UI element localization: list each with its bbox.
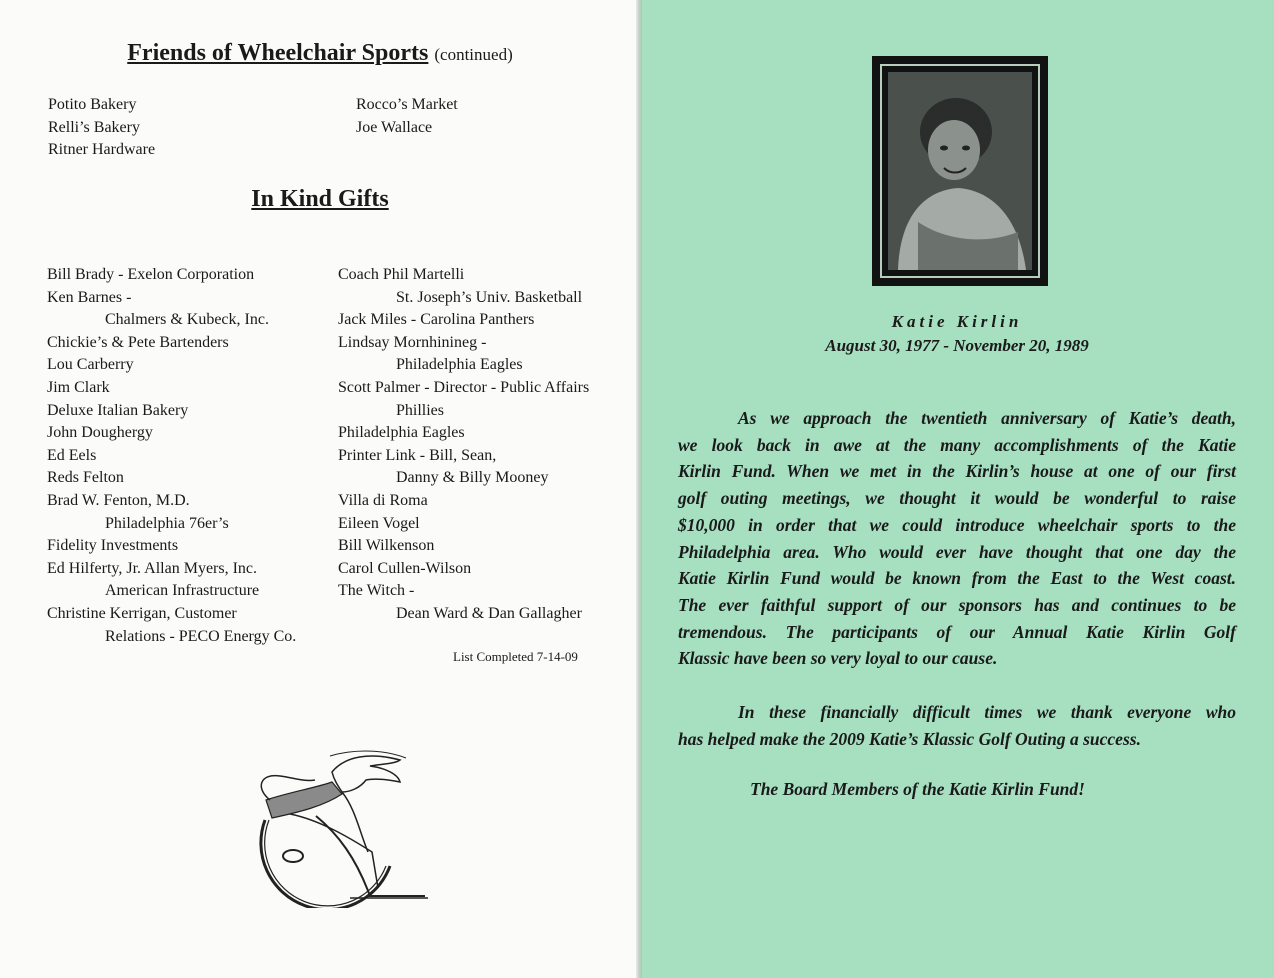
paragraph-line: tremendous. The participants of our Annual Katie Kirlin Golf — [678, 621, 1236, 642]
friends-heading-row — [0, 40, 640, 67]
friends-continued: (continued) — [434, 45, 513, 64]
list-item: The Witch - — [338, 582, 415, 600]
list-item: Philadelphia 76er’s — [105, 514, 229, 532]
list-item: Rocco’s Market — [356, 96, 458, 113]
list-item: Chickie’s & Pete Bartenders — [47, 333, 229, 351]
list-item: Phillies — [396, 401, 445, 419]
list-item: Jim Clark — [47, 378, 110, 396]
paragraph-line: golf outing meetings, we thought it would be wonderful to raise — [678, 488, 1236, 509]
friends-heading: Friends of Wheelchair Sports — [127, 40, 429, 66]
list-item: Carol Cullen-Wilson — [338, 559, 472, 577]
paragraph-line: we look back in awe at the many accomplishments of the Katie — [678, 434, 1236, 455]
list-item: Scott Palmer - Director - Public Affairs — [338, 378, 590, 396]
memorial-dates: August 30, 1977 - November 20, 1989 — [825, 336, 1089, 355]
list-item: Ritner Hardware — [48, 141, 156, 159]
list-item: Lou Carberry — [47, 356, 134, 374]
list-item: Reds Felton — [47, 469, 124, 487]
paragraph-line: Philadelphia area. Who would ever have thought that one day the — [678, 541, 1236, 562]
paragraph-line: Katie Kirlin Fund would be known from the East to the West coast. — [678, 568, 1236, 589]
list-item: Jack Miles - Carolina Panthers — [338, 311, 535, 329]
list-item: Potito Bakery — [48, 96, 137, 113]
paragraph-line: Kirlin Fund. When we met in the Kirlin’s house at one of our first — [678, 461, 1236, 482]
list-item: Fidelity Investments — [47, 537, 179, 555]
gifts-heading: In Kind Gifts — [251, 186, 389, 212]
gifts-list-col2 — [338, 264, 589, 626]
booklet-spine — [636, 0, 642, 978]
list-item: Lindsay Mornhinineg - — [338, 333, 487, 351]
friends-list-col2 — [356, 94, 458, 139]
list-completed-note: List Completed 7-14-09 — [453, 649, 578, 664]
paragraph-line: As we approach the twentieth anniversary of Katie’s death, — [738, 408, 1236, 428]
paragraph-line: $10,000 in order that we could introduce wheelchair sports to the — [678, 514, 1236, 535]
list-item: Bill Brady - Exelon Corporation — [47, 266, 255, 283]
list-item: Coach Phil Martelli — [338, 266, 465, 283]
tribute-paragraph-1 — [678, 405, 1236, 672]
list-item: St. Joseph’s Univ. Basketball — [396, 288, 583, 306]
memorial-name: Katie Kirlin — [891, 312, 1023, 331]
list-item: Danny & Billy Mooney — [396, 469, 549, 487]
list-item: Relations - PECO Energy Co. — [105, 627, 297, 645]
paragraph-line: has helped make the 2009 Katie’s Klassic Golf Outing a success. — [678, 728, 1141, 749]
list-item: Relli’s Bakery — [48, 118, 140, 136]
list-item: John Doughergy — [47, 424, 153, 442]
paragraph-line: In these financially difficult times we thank everyone who — [738, 702, 1236, 722]
wheelchair-athlete-logo — [220, 748, 435, 908]
list-item: Philadelphia Eagles — [396, 356, 523, 374]
memorial-photo-frame — [872, 56, 1048, 286]
list-item: Ken Barnes - — [47, 288, 132, 306]
list-item: Printer Link - Bill, Sean, — [338, 446, 497, 464]
list-item: Philadelphia Eagles — [338, 424, 465, 442]
gifts-list-col1 — [47, 264, 296, 648]
list-item: Christine Kerrigan, Customer — [47, 604, 237, 622]
list-item: Ed Hilferty, Jr. Allan Myers, Inc. — [47, 559, 258, 577]
tribute-paragraph-2 — [678, 699, 1236, 752]
list-item: Eileen Vogel — [338, 514, 420, 532]
board-signature: The Board Members of the Katie Kirlin Fund! — [750, 779, 1085, 799]
list-item: Dean Ward & Dan Gallagher — [396, 604, 582, 622]
paragraph-line: Klassic have been so very loyal to our cause. — [678, 648, 998, 669]
list-item: Villa di Roma — [338, 491, 428, 509]
list-item: Bill Wilkenson — [338, 537, 435, 555]
gifts-heading-row — [0, 186, 640, 213]
memorial-photo — [888, 72, 1032, 270]
paragraph-line: The ever faithful support of our sponsors has and continues to be — [678, 594, 1236, 615]
list-item: Chalmers & Kubeck, Inc. — [105, 311, 269, 329]
list-item: Joe Wallace — [356, 118, 433, 136]
list-item: Deluxe Italian Bakery — [47, 401, 189, 419]
friends-list-col1 — [48, 94, 155, 162]
list-item: Brad W. Fenton, M.D. — [47, 491, 190, 509]
list-item: Ed Eels — [47, 446, 97, 464]
list-item: American Infrastructure — [105, 582, 260, 600]
